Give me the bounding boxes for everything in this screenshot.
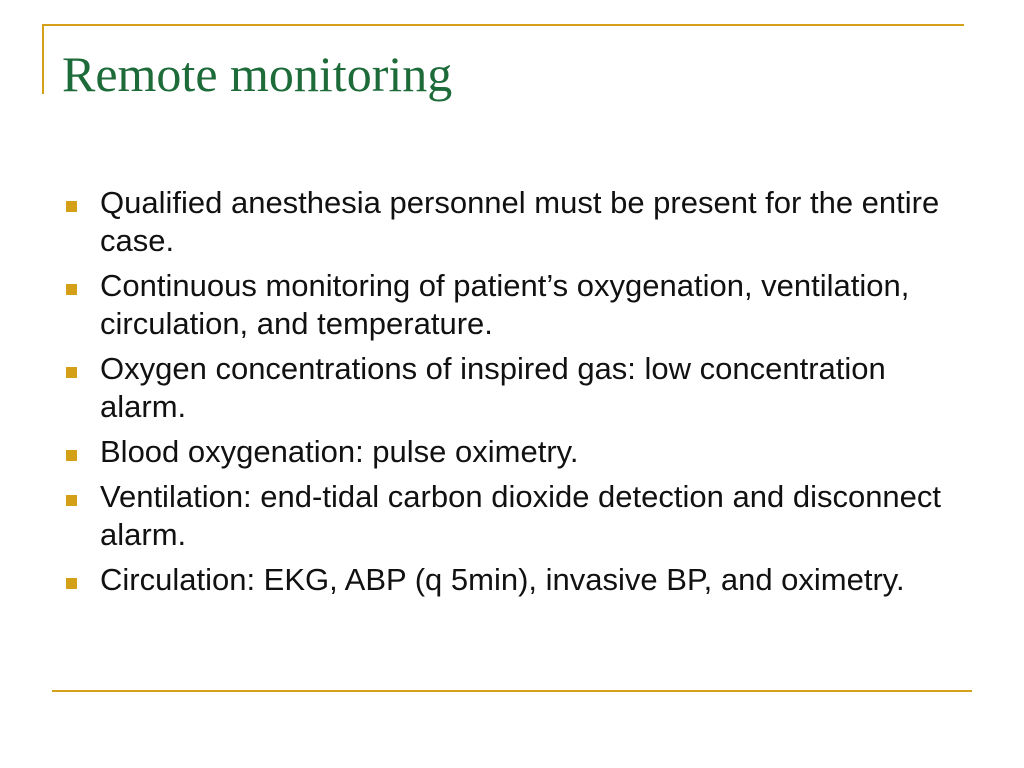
bullet-text: Qualified anesthesia personnel must be present for the entire case. xyxy=(100,185,940,258)
square-bullet-icon xyxy=(66,450,77,461)
bullet-item xyxy=(62,433,952,471)
bullet-text: Circulation: EKG, ABP (q 5min), invasive BP, and oximetry. xyxy=(100,562,905,597)
bullet-text: Blood oxygenation: pulse oximetry. xyxy=(100,434,579,469)
bullet-text: Oxygen concentrations of inspired gas: low concentration alarm. xyxy=(100,351,886,424)
square-bullet-icon xyxy=(66,578,77,589)
square-bullet-icon xyxy=(66,284,77,295)
bullet-item xyxy=(62,478,952,554)
bullet-item xyxy=(62,561,952,599)
bullet-text: Continuous monitoring of patient’s oxygenation, ventilation, circulation, and temperature. xyxy=(100,268,910,341)
title-left-rule xyxy=(42,24,44,94)
square-bullet-icon xyxy=(66,495,77,506)
bottom-rule xyxy=(52,690,972,692)
square-bullet-icon xyxy=(66,367,77,378)
bullet-item xyxy=(62,267,952,343)
bullet-list xyxy=(62,184,952,606)
square-bullet-icon xyxy=(66,201,77,212)
bullet-item xyxy=(62,350,952,426)
bullet-text: Ventilation: end-tidal carbon dioxide detection and disconnect alarm. xyxy=(100,479,942,552)
slide-title: Remote monitoring xyxy=(62,46,453,102)
title-top-rule xyxy=(42,24,964,26)
bullet-item xyxy=(62,184,952,260)
